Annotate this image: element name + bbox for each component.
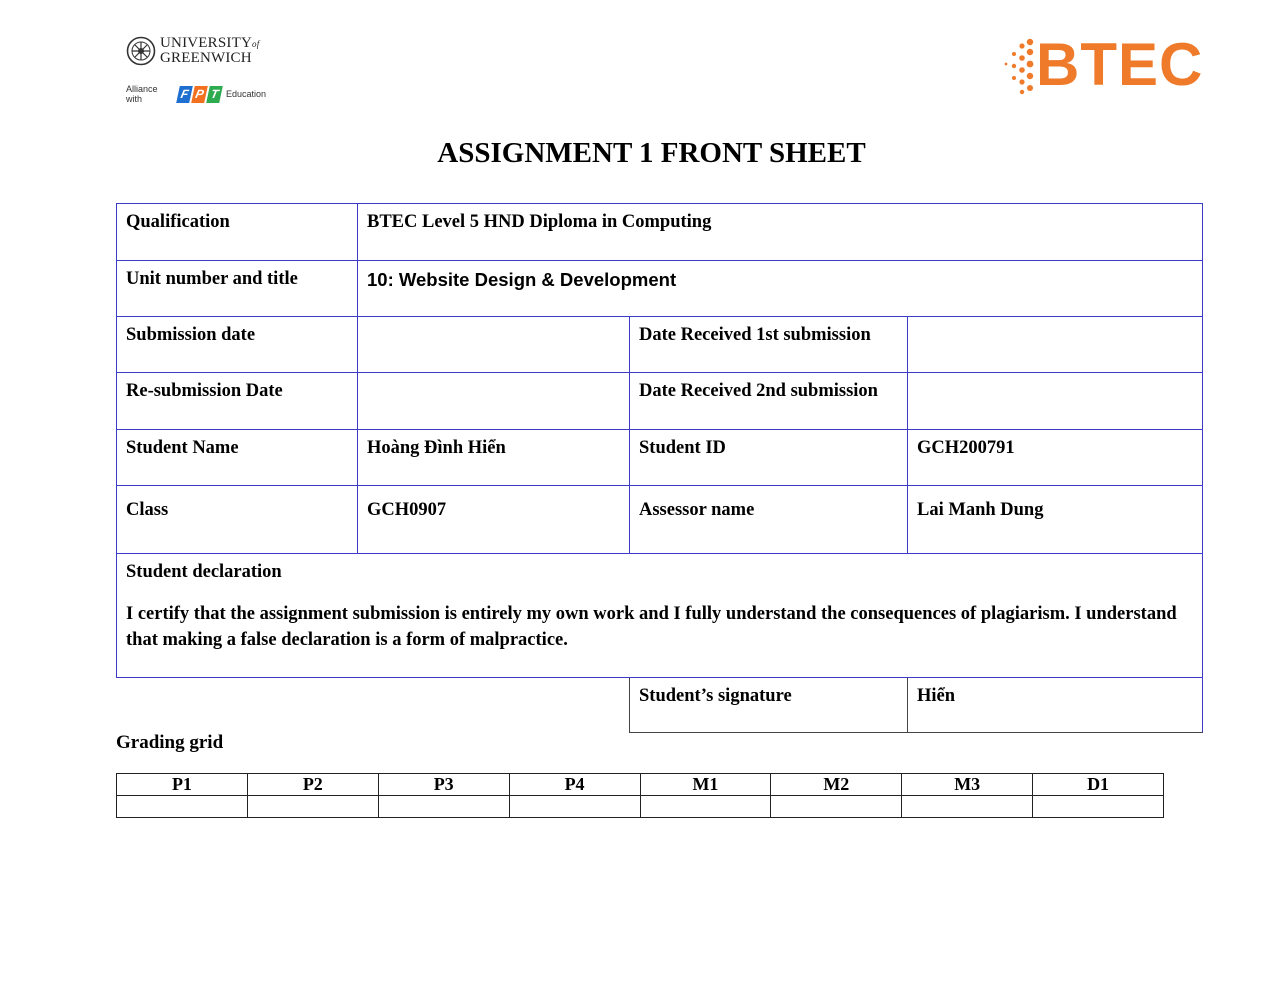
submission-date-value: [358, 317, 630, 373]
assessor-value: Lai Manh Dung: [908, 486, 1203, 554]
student-name-value: Hoàng Đình Hiển: [358, 430, 630, 486]
grade-value-m2: [771, 796, 902, 818]
qualification-row: [117, 204, 1203, 261]
grade-value-m1: [640, 796, 771, 818]
student-name-label: Student Name: [117, 430, 358, 486]
grade-header-d1: D1: [1033, 774, 1164, 796]
grading-grid-table: [116, 773, 1164, 818]
qualification-label: Qualification: [117, 204, 358, 261]
fpt-logo: [178, 86, 221, 103]
grade-value-p2: [247, 796, 378, 818]
student-row: [117, 430, 1203, 486]
unit-value: 10: Website Design & Development: [358, 261, 1203, 317]
signature-spacer: [117, 678, 630, 733]
grade-value-p3: [378, 796, 509, 818]
declaration-title: Student declaration: [126, 562, 282, 582]
grading-grid-label: Grading grid: [116, 732, 224, 753]
qualification-value: BTEC Level 5 HND Diploma in Computing: [358, 204, 1203, 261]
unit-row: [117, 261, 1203, 317]
grade-header-m2: M2: [771, 774, 902, 796]
grade-value-d1: [1033, 796, 1164, 818]
alliance-fpt-logo: [126, 83, 266, 105]
fpt-letter-t: T: [206, 86, 223, 103]
grade-header-p4: P4: [509, 774, 640, 796]
student-id-value: GCH200791: [908, 430, 1203, 486]
fpt-letter-p: P: [191, 86, 208, 103]
resubmission-date-label: Re-submission Date: [117, 373, 358, 430]
fpt-letter-f: F: [176, 86, 193, 103]
assessor-label: Assessor name: [630, 486, 908, 554]
front-sheet-table: [116, 203, 1203, 733]
declaration-text: I certify that the assignment submission is entirely my own work and I fully understand the consequences of plagiarism. I understand that making a false declaration is a form of malpractice.: [126, 604, 1177, 650]
unit-label: Unit number and title: [117, 261, 358, 317]
btec-wordmark: BTEC: [1036, 31, 1204, 98]
resubmission-date-value: [358, 373, 630, 430]
grade-header-p2: P2: [247, 774, 378, 796]
date-received-1-label: Date Received 1st submission: [630, 317, 908, 373]
greenwich-seal-icon: [126, 36, 156, 66]
resubmission-row: [117, 373, 1203, 430]
grade-header-m3: M3: [902, 774, 1033, 796]
grading-value-row: [117, 796, 1164, 818]
grade-header-m1: M1: [640, 774, 771, 796]
university-text: UNIVERSITY: [160, 35, 252, 51]
university-of-greenwich-logo: [126, 34, 266, 104]
university-of-text: of: [252, 39, 260, 49]
submission-row: [117, 317, 1203, 373]
greenwich-text: GREENWICH: [160, 50, 252, 66]
student-id-label: Student ID: [630, 430, 908, 486]
signature-label: Student’s signature: [630, 678, 908, 733]
date-received-2-value: [908, 373, 1203, 430]
class-value: GCH0907: [358, 486, 630, 554]
btec-logo: [1000, 31, 1204, 98]
signature-row: [117, 678, 1203, 733]
date-received-1-value: [908, 317, 1203, 373]
grade-header-p1: P1: [117, 774, 248, 796]
declaration-row: [117, 554, 1203, 678]
submission-date-label: Submission date: [117, 317, 358, 373]
signature-value: Hiển: [908, 678, 1203, 733]
declaration-cell: [117, 554, 1203, 678]
class-label: Class: [117, 486, 358, 554]
grading-header-row: [117, 774, 1164, 796]
class-row: [117, 486, 1203, 554]
grade-value-m3: [902, 796, 1033, 818]
btec-dots-icon: [1000, 36, 1040, 98]
grade-value-p1: [117, 796, 248, 818]
alliance-text: Alliance with: [126, 84, 158, 104]
grade-value-p4: [509, 796, 640, 818]
education-text: Education: [225, 89, 266, 99]
greenwich-wordmark: [160, 36, 259, 65]
grade-header-p3: P3: [378, 774, 509, 796]
date-received-2-label: Date Received 2nd submission: [630, 373, 908, 430]
page-title: ASSIGNMENT 1 FRONT SHEET: [437, 137, 866, 169]
